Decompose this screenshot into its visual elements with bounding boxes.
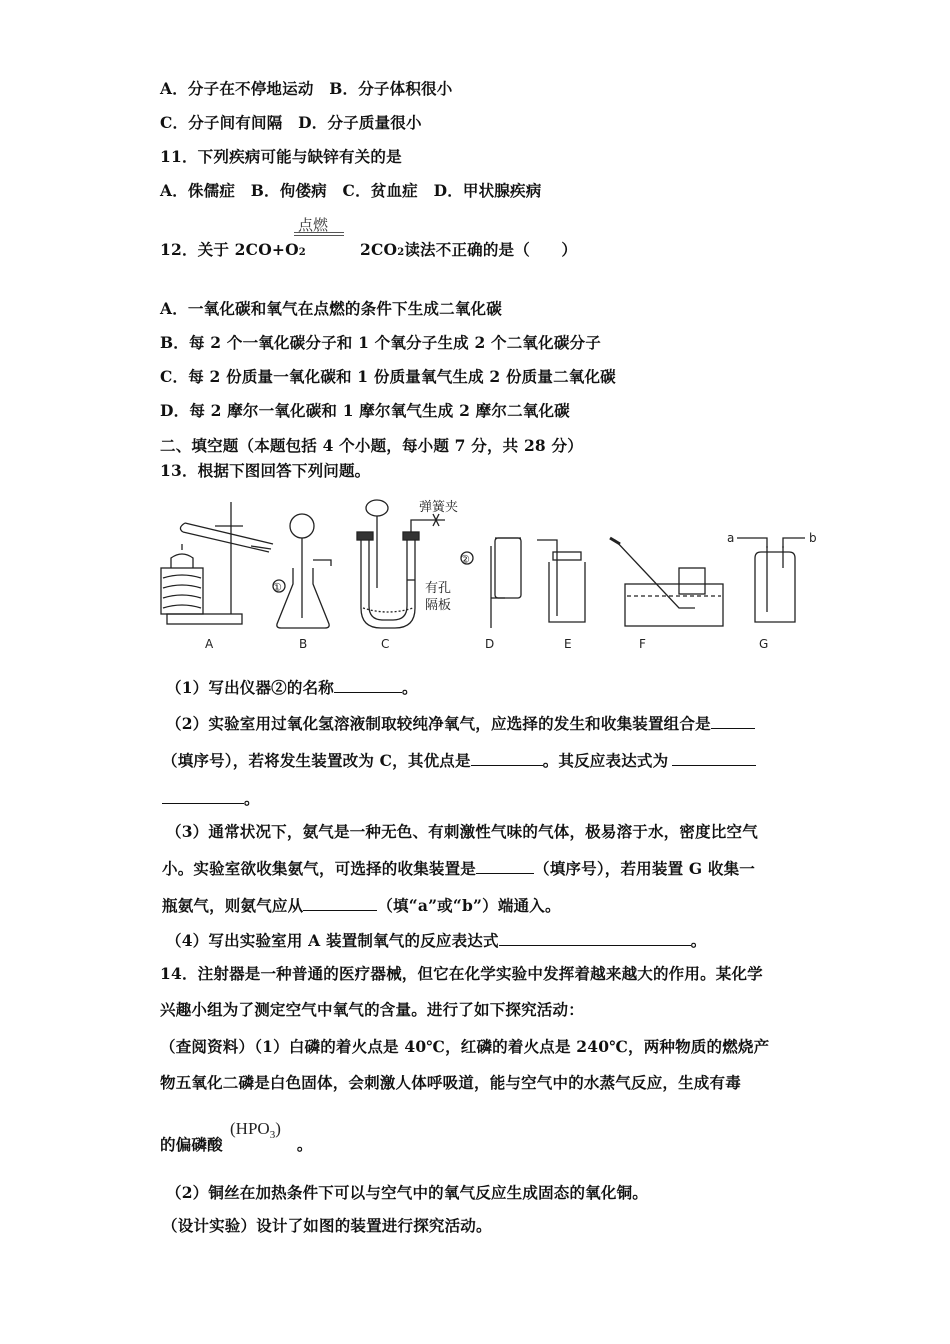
answer-blank-7[interactable] (499, 931, 691, 946)
label-e: E (564, 637, 572, 651)
q10-options-line-1: A．分子在不停地运动 B．分子体积很小 (160, 79, 453, 98)
q13-part2-line1: （2）实验室用过氧化氢溶液制取较纯净氧气，应选择的发生和收集装置组合是 (166, 712, 755, 734)
q12-option-c: C．每 2 份质量一氧化碳和 1 份质量氧气生成 2 份质量二氧化碳 (160, 367, 616, 386)
label-b: B (299, 637, 308, 651)
apparatus-f (610, 538, 723, 626)
q14-line-3: （查阅资料）（1）白磷的着火点是 40℃，红磷的着火点是 240℃，两种物质的燃烧产 (160, 1037, 770, 1056)
q12-suffix: 读法不正确的是（ ） (404, 240, 578, 259)
q12-equals-bar-bottom (294, 235, 344, 236)
apparatus-e (537, 540, 585, 622)
q11-stem: 11．下列疾病可能与缺锌有关的是 (160, 147, 402, 166)
label-a: A (205, 637, 214, 651)
q11-options: A．侏儒症 B．佝偻病 C．贫血症 D．甲状腺疾病 (160, 181, 542, 200)
q14-line-6: （2）铜丝在加热条件下可以与空气中的氧气反应生成固态的氧化铜。 (166, 1183, 648, 1202)
q14-line-4: 物五氧化二磷是白色固体，会刺激人体呼吸道，能与空气中的水蒸气反应，生成有毒 (160, 1073, 741, 1092)
q14-line-1: 14．注射器是一种普通的医疗器械，但它在化学实验中发挥着越来越大的作用。某化学 (160, 964, 763, 983)
answer-blank-4b[interactable] (162, 789, 244, 804)
label-porous-2: 隔板 (425, 598, 452, 613)
q14-line-2: 兴趣小组为了测定空气中氧气的含量。进行了如下探究活动： (160, 1000, 584, 1019)
q13-part4: （4）写出实验室用 A 装置制氧气的反应表达式 。 (166, 931, 707, 950)
port-a: a (727, 531, 735, 545)
q12-option-b: B．每 2 个一氧化碳分子和 1 个氧分子生成 2 个二氧化碳分子 (160, 333, 601, 352)
q12-prefix: 12．关于 2CO+O (160, 240, 299, 259)
q13-part1: （1）写出仪器②的名称 。 (166, 678, 418, 697)
apparatus-g (737, 538, 805, 622)
label-g: G (759, 637, 769, 651)
q13-part2-line2: （填序号），若将发生装置改为 C，其优点是 。其反应表达式为 (162, 749, 756, 771)
q12-equals-bar-top (294, 232, 344, 233)
label-c: C (381, 637, 390, 651)
hpo3-formula: $(HPO_3)$ (230, 1119, 281, 1141)
port-b: b (809, 531, 817, 545)
q13-part3-line2: 小。实验室欲收集氨气，可选择的收集装置是 （填序号），若用装置 G 收集一 (162, 859, 755, 878)
q14-line-7: （设计实验）设计了如图的装置进行探究活动。 (162, 1216, 492, 1235)
q13-part2-line3: 。 (162, 787, 260, 809)
section-2-title: 二、填空题（本题包括 4 个小题，每小题 7 分，共 28 分） (160, 436, 583, 455)
q12-stem (160, 238, 577, 260)
answer-blank-3[interactable] (471, 751, 543, 766)
answer-blank-5[interactable] (476, 859, 534, 874)
q12-sub1: 2 (298, 247, 306, 258)
apparatus-d (461, 538, 521, 628)
q12-option-a: A．一氧化碳和氧气在点燃的条件下生成二氧化碳 (160, 299, 502, 318)
q14-line-5: 的偏磷酸 。 (160, 1135, 313, 1154)
label-porous-1: 有孔 (425, 581, 452, 596)
apparatus-b (273, 514, 331, 628)
answer-blank-4[interactable] (672, 751, 756, 766)
answer-blank-1[interactable] (334, 678, 402, 693)
q10-options-line-2: C．分子间有间隔 D．分子质量很小 (160, 113, 422, 132)
q12-condition: 点燃 (298, 216, 329, 234)
answer-blank-6[interactable] (303, 896, 377, 911)
q12-product: 2CO (359, 240, 398, 259)
label-d: D (485, 637, 495, 651)
q13-part3-line3: 瓶氨气，则氨气应从 （填“a”或“b”）端通入。 (162, 896, 561, 915)
apparatus-figure (155, 488, 835, 660)
q12-option-d: D．每 2 摩尔一氧化碳和 1 摩尔氧气生成 2 摩尔二氧化碳 (160, 401, 570, 420)
mark-1: ① (272, 581, 282, 594)
q12-sub2: 2 (397, 247, 405, 258)
mark-2: ② (460, 553, 470, 566)
q13-stem: 13．根据下图回答下列问题。 (160, 461, 371, 480)
answer-blank-2[interactable] (711, 714, 755, 729)
label-spring-clip: 弹簧夹 (419, 500, 459, 515)
apparatus-a (161, 502, 273, 624)
q13-part3-line1: （3）通常状况下，氨气是一种无色、有刺激性气味的气体，极易溶于水，密度比空气 (166, 822, 758, 841)
label-f: F (639, 637, 646, 651)
